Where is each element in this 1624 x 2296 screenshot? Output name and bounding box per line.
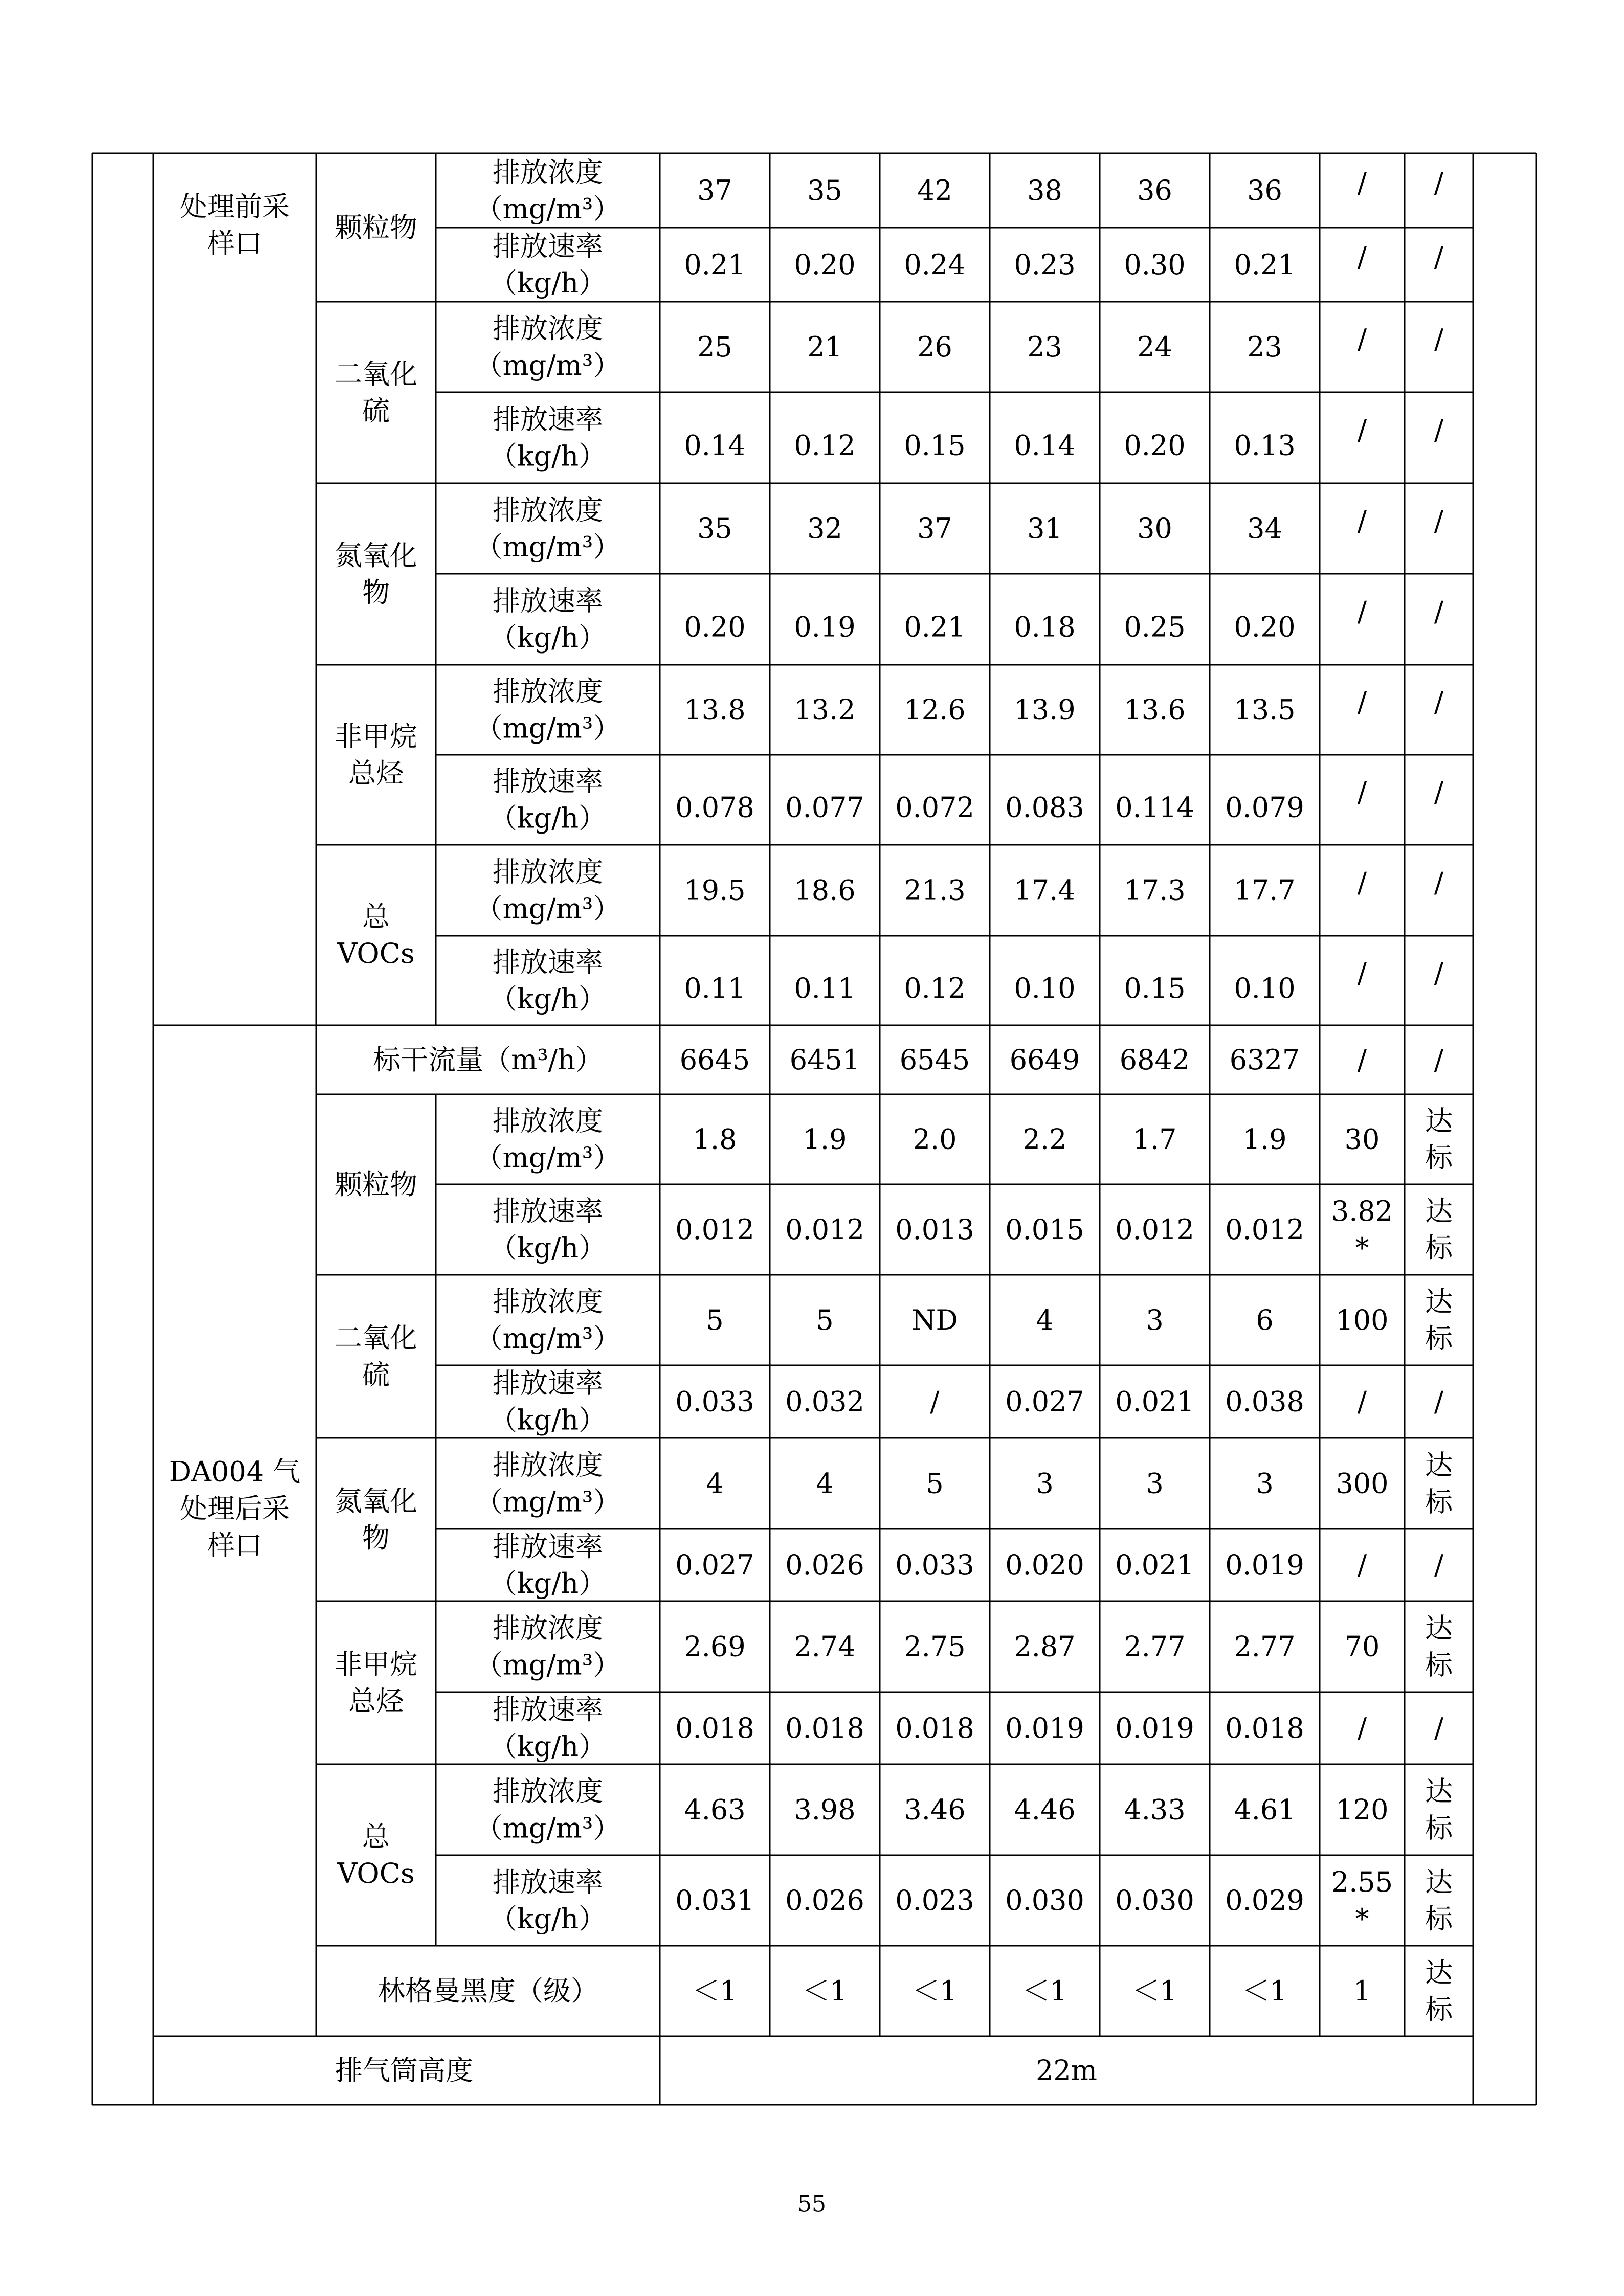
rate-value: 0.13 bbox=[1234, 429, 1296, 462]
conc-result: / bbox=[1434, 323, 1444, 355]
ringelmann-value: ＜1 bbox=[1242, 1975, 1287, 2007]
ringelmann-limit: 1 bbox=[1353, 1975, 1371, 2007]
conc-value: 37 bbox=[917, 512, 952, 545]
rate-value: 0.12 bbox=[904, 972, 966, 1004]
stack-height-value: 22m bbox=[1036, 2054, 1097, 2087]
conc-result: / bbox=[1434, 866, 1444, 899]
pollutant-name: 硫 bbox=[362, 395, 390, 427]
rate-value: 0.023 bbox=[895, 1884, 974, 1917]
conc-value: 25 bbox=[697, 331, 732, 363]
rate-value: 0.114 bbox=[1115, 791, 1194, 824]
rate-value: 0.018 bbox=[1225, 1712, 1304, 1744]
param-conc-label: （mg/m³） bbox=[475, 712, 621, 745]
conc-value: 5 bbox=[816, 1304, 834, 1336]
conc-value: 2.2 bbox=[1022, 1123, 1067, 1156]
param-rate-label: 排放速率 bbox=[493, 584, 603, 617]
param-conc-label: （mg/m³） bbox=[475, 1141, 621, 1174]
conc-value: 12.6 bbox=[904, 693, 966, 726]
rate-value: 0.019 bbox=[1005, 1712, 1084, 1744]
pollutant-name: 非甲烷 bbox=[335, 720, 417, 753]
rate-value: 0.24 bbox=[904, 249, 966, 281]
param-rate-label: 排放速率 bbox=[493, 765, 603, 798]
pollutant-name: 总 bbox=[362, 1820, 390, 1853]
pollutant-name: 硫 bbox=[362, 1359, 390, 1391]
param-rate-label: 排放速率 bbox=[493, 1694, 603, 1726]
conc-value: 2.87 bbox=[1014, 1630, 1076, 1663]
param-conc-label: （mg/m³） bbox=[475, 193, 621, 225]
conc-value: 13.9 bbox=[1014, 693, 1076, 726]
rate-value: 0.018 bbox=[785, 1712, 864, 1744]
pollutant-name: 总 bbox=[362, 901, 390, 933]
ringelmann-value: ＜1 bbox=[912, 1975, 958, 2007]
param-rate-label: 排放速率 bbox=[493, 1866, 603, 1898]
conc-result: 达 bbox=[1425, 1105, 1453, 1137]
param-conc-label: 排放浓度 bbox=[493, 675, 603, 708]
flow-value: 6649 bbox=[1009, 1044, 1080, 1076]
pollutant-name: 物 bbox=[362, 576, 390, 609]
rate-value: 0.14 bbox=[684, 429, 746, 462]
rate-result: / bbox=[1434, 595, 1444, 628]
station-label-post: 处理后采 bbox=[180, 1492, 290, 1525]
conc-value: 13.8 bbox=[684, 693, 746, 726]
param-conc-label: 排放浓度 bbox=[493, 312, 603, 345]
conc-value: 36 bbox=[1247, 174, 1282, 207]
conc-limit: / bbox=[1357, 167, 1367, 199]
conc-value: 13.5 bbox=[1234, 693, 1296, 726]
conc-value: 4.63 bbox=[684, 1793, 746, 1826]
conc-result: / bbox=[1434, 505, 1444, 537]
rate-value: 0.15 bbox=[904, 429, 966, 462]
param-rate-label: （kg/h） bbox=[489, 267, 607, 299]
pollutant-name: 颗粒物 bbox=[335, 211, 417, 244]
conc-value: 4 bbox=[1036, 1304, 1054, 1336]
rate-limit: / bbox=[1357, 241, 1367, 273]
conc-limit: 70 bbox=[1344, 1630, 1380, 1663]
param-conc-label: （mg/m³） bbox=[475, 531, 621, 563]
rate-value: 0.10 bbox=[1014, 972, 1076, 1004]
conc-limit: / bbox=[1357, 866, 1367, 899]
rate-value: 0.18 bbox=[1014, 611, 1076, 643]
rate-value: 0.038 bbox=[1225, 1385, 1304, 1418]
rate-limit: / bbox=[1357, 414, 1367, 446]
param-rate-label: （kg/h） bbox=[489, 1404, 607, 1436]
param-rate-label: （kg/h） bbox=[489, 621, 607, 654]
ringelmann-result: 标 bbox=[1425, 1993, 1453, 2025]
rate-value: 0.11 bbox=[794, 972, 856, 1004]
rate-value: 0.029 bbox=[1225, 1884, 1304, 1917]
station-label-post: DA004 气 bbox=[169, 1455, 301, 1488]
ringelmann-label: 林格曼黑度（级） bbox=[377, 1975, 598, 2007]
rate-value: 0.077 bbox=[785, 791, 864, 824]
rate-value: 0.033 bbox=[895, 1549, 974, 1581]
rate-value: 0.027 bbox=[675, 1549, 754, 1581]
conc-value: 3 bbox=[1146, 1467, 1164, 1500]
param-conc-label: （mg/m³） bbox=[475, 1649, 621, 1681]
param-rate-label: 排放速率 bbox=[493, 1367, 603, 1400]
param-conc-label: 排放浓度 bbox=[493, 856, 603, 888]
rate-value: 0.072 bbox=[895, 791, 974, 824]
param-rate-label: （kg/h） bbox=[489, 1730, 607, 1763]
station-label-pre: 样口 bbox=[207, 227, 262, 260]
rate-result: / bbox=[1434, 1385, 1444, 1418]
conc-value: 2.77 bbox=[1234, 1630, 1296, 1663]
param-rate-label: （kg/h） bbox=[489, 802, 607, 835]
rate-limit: * bbox=[1355, 1232, 1369, 1264]
rate-value: 0.20 bbox=[1234, 611, 1296, 643]
conc-value: 3.46 bbox=[904, 1793, 966, 1826]
param-rate-label: 排放速率 bbox=[493, 403, 603, 436]
table-cells bbox=[169, 156, 1454, 2217]
flow-limit: / bbox=[1357, 1044, 1367, 1076]
param-conc-label: 排放浓度 bbox=[493, 1775, 603, 1808]
rate-value: 0.027 bbox=[1005, 1385, 1084, 1418]
rate-limit: / bbox=[1357, 957, 1367, 989]
param-rate-label: 排放速率 bbox=[493, 1195, 603, 1227]
conc-value: 4 bbox=[816, 1467, 834, 1500]
rate-value: 0.19 bbox=[794, 611, 856, 643]
conc-value: 17.3 bbox=[1124, 874, 1186, 907]
rate-limit: / bbox=[1357, 1549, 1367, 1581]
rate-value: 0.012 bbox=[675, 1213, 754, 1246]
conc-value: 2.0 bbox=[913, 1123, 957, 1156]
rate-value: 0.018 bbox=[675, 1712, 754, 1744]
rate-value: 0.019 bbox=[1225, 1549, 1304, 1581]
rate-result: 达 bbox=[1425, 1866, 1453, 1898]
conc-result: 标 bbox=[1425, 1322, 1453, 1355]
conc-value: 36 bbox=[1137, 174, 1172, 207]
rate-result: / bbox=[1434, 414, 1444, 446]
ringelmann-value: ＜1 bbox=[802, 1975, 848, 2007]
conc-value: 2.77 bbox=[1124, 1630, 1186, 1663]
rate-result: 达 bbox=[1425, 1195, 1453, 1227]
conc-value: 32 bbox=[807, 512, 842, 545]
pollutant-name: 颗粒物 bbox=[335, 1168, 417, 1201]
param-conc-label: （mg/m³） bbox=[475, 892, 621, 925]
rate-value: 0.033 bbox=[675, 1385, 754, 1418]
conc-value: 1.8 bbox=[693, 1123, 737, 1156]
conc-value: 3 bbox=[1036, 1467, 1054, 1500]
flow-value: 6545 bbox=[899, 1044, 970, 1076]
pollutant-name: 总烃 bbox=[348, 1685, 404, 1717]
conc-value: 23 bbox=[1027, 331, 1062, 363]
rate-value: 0.083 bbox=[1005, 791, 1084, 824]
conc-value: 21 bbox=[807, 331, 842, 363]
rate-value: 0.30 bbox=[1124, 249, 1186, 281]
param-rate-label: （kg/h） bbox=[489, 440, 607, 472]
conc-limit: 100 bbox=[1336, 1304, 1389, 1336]
flow-label: 标干流量（m³/h） bbox=[373, 1044, 603, 1076]
rate-result: 标 bbox=[1425, 1232, 1453, 1264]
conc-value: 18.6 bbox=[794, 874, 856, 907]
conc-result: 达 bbox=[1425, 1775, 1453, 1808]
param-rate-label: 排放速率 bbox=[493, 946, 603, 978]
rate-value: 0.020 bbox=[1005, 1549, 1084, 1581]
rate-value: 0.021 bbox=[1115, 1549, 1194, 1581]
rate-value: 0.15 bbox=[1124, 972, 1186, 1004]
rate-value: 0.14 bbox=[1014, 429, 1076, 462]
rate-value: 0.030 bbox=[1005, 1884, 1084, 1917]
rate-value: 0.032 bbox=[785, 1385, 864, 1418]
ringelmann-value: ＜1 bbox=[1022, 1975, 1067, 2007]
ringelmann-value: ＜1 bbox=[692, 1975, 738, 2007]
conc-limit: 120 bbox=[1336, 1793, 1389, 1826]
pollutant-name: 总烃 bbox=[348, 757, 404, 790]
station-label-pre: 处理前采 bbox=[180, 190, 290, 223]
rate-value: 0.20 bbox=[794, 249, 856, 281]
rate-value: 0.21 bbox=[1234, 249, 1296, 281]
pollutant-name: 非甲烷 bbox=[335, 1648, 417, 1680]
conc-value: 13.2 bbox=[794, 693, 856, 726]
conc-value: 4.46 bbox=[1014, 1793, 1076, 1826]
param-conc-label: 排放浓度 bbox=[493, 494, 603, 526]
rate-limit: 3.82 bbox=[1331, 1195, 1393, 1227]
conc-value: 13.6 bbox=[1124, 693, 1186, 726]
param-conc-label: 排放浓度 bbox=[493, 156, 603, 188]
flow-value: 6645 bbox=[679, 1044, 750, 1076]
conc-value: 34 bbox=[1247, 512, 1282, 545]
flow-value: 6451 bbox=[789, 1044, 860, 1076]
rate-value: / bbox=[930, 1385, 940, 1418]
ringelmann-result: 达 bbox=[1425, 1956, 1453, 1989]
param-rate-label: 排放速率 bbox=[493, 1530, 603, 1563]
conc-value: 4.61 bbox=[1234, 1793, 1296, 1826]
conc-value: 2.74 bbox=[794, 1630, 856, 1663]
conc-value: 1.9 bbox=[803, 1123, 847, 1156]
conc-value: 4 bbox=[706, 1467, 724, 1500]
conc-value: 2.69 bbox=[684, 1630, 746, 1663]
conc-value: 2.75 bbox=[904, 1630, 966, 1663]
rate-result: 标 bbox=[1425, 1903, 1453, 1935]
conc-value: 21.3 bbox=[904, 874, 966, 907]
rate-value: 0.20 bbox=[684, 611, 746, 643]
rate-value: 0.026 bbox=[785, 1884, 864, 1917]
rate-value: 0.026 bbox=[785, 1549, 864, 1581]
rate-value: 0.021 bbox=[1115, 1385, 1194, 1418]
rate-limit: 2.55 bbox=[1331, 1866, 1393, 1898]
conc-result: 达 bbox=[1425, 1449, 1453, 1481]
rate-value: 0.012 bbox=[1225, 1213, 1304, 1246]
rate-value: 0.015 bbox=[1005, 1213, 1084, 1246]
param-rate-label: （kg/h） bbox=[489, 1903, 607, 1935]
param-conc-label: 排放浓度 bbox=[493, 1286, 603, 1318]
conc-value: 31 bbox=[1027, 512, 1062, 545]
station-label-post: 样口 bbox=[207, 1529, 262, 1562]
conc-value: ND bbox=[911, 1304, 958, 1336]
conc-value: 5 bbox=[706, 1304, 724, 1336]
conc-limit: / bbox=[1357, 505, 1367, 537]
conc-value: 6 bbox=[1256, 1304, 1274, 1336]
conc-limit: 30 bbox=[1344, 1123, 1380, 1156]
rate-limit: / bbox=[1357, 776, 1367, 808]
param-conc-label: （mg/m³） bbox=[475, 1322, 621, 1355]
param-conc-label: （mg/m³） bbox=[475, 1812, 621, 1844]
conc-value: 26 bbox=[917, 331, 952, 363]
conc-result: 标 bbox=[1425, 1649, 1453, 1681]
rate-value: 0.012 bbox=[1115, 1213, 1194, 1246]
conc-value: 17.4 bbox=[1014, 874, 1076, 907]
pollutant-name: 二氧化 bbox=[335, 1322, 417, 1354]
conc-value: 4.33 bbox=[1124, 1793, 1186, 1826]
page-number: 55 bbox=[797, 2191, 826, 2217]
conc-result: / bbox=[1434, 686, 1444, 718]
conc-limit: 300 bbox=[1336, 1467, 1389, 1500]
pollutant-name: 氮氧化 bbox=[335, 1485, 417, 1517]
conc-value: 3 bbox=[1256, 1467, 1274, 1500]
pollutant-name: 氮氧化 bbox=[335, 539, 417, 572]
conc-value: 24 bbox=[1137, 331, 1172, 363]
conc-value: 1.7 bbox=[1132, 1123, 1177, 1156]
rate-value: 0.031 bbox=[675, 1884, 754, 1917]
rate-value: 0.030 bbox=[1115, 1884, 1194, 1917]
pollutant-name: 二氧化 bbox=[335, 358, 417, 390]
pollutant-name: VOCs bbox=[337, 937, 415, 970]
param-conc-label: （mg/m³） bbox=[475, 349, 621, 381]
rate-result: / bbox=[1434, 1549, 1444, 1581]
rate-limit: / bbox=[1357, 1712, 1367, 1744]
conc-value: 5 bbox=[926, 1467, 944, 1500]
ringelmann-value: ＜1 bbox=[1132, 1975, 1177, 2007]
rate-result: / bbox=[1434, 957, 1444, 989]
conc-limit: / bbox=[1357, 686, 1367, 718]
conc-value: 37 bbox=[697, 174, 732, 207]
flow-value: 6842 bbox=[1119, 1044, 1190, 1076]
pollutant-name: 物 bbox=[362, 1522, 390, 1554]
rate-limit: / bbox=[1357, 1385, 1367, 1418]
rate-value: 0.013 bbox=[895, 1213, 974, 1246]
param-rate-label: （kg/h） bbox=[489, 1567, 607, 1600]
conc-value: 3.98 bbox=[794, 1793, 856, 1826]
rate-value: 0.25 bbox=[1124, 611, 1186, 643]
conc-value: 42 bbox=[917, 174, 952, 207]
flow-value: 6327 bbox=[1229, 1044, 1300, 1076]
conc-value: 19.5 bbox=[684, 874, 746, 907]
conc-value: 3 bbox=[1146, 1304, 1164, 1336]
param-rate-label: （kg/h） bbox=[489, 1232, 607, 1264]
conc-limit: / bbox=[1357, 323, 1367, 355]
conc-value: 35 bbox=[697, 512, 732, 545]
conc-value: 1.9 bbox=[1242, 1123, 1287, 1156]
conc-result: 达 bbox=[1425, 1286, 1453, 1318]
param-conc-label: 排放浓度 bbox=[493, 1612, 603, 1645]
conc-value: 35 bbox=[807, 174, 842, 207]
param-rate-label: 排放速率 bbox=[493, 230, 603, 262]
rate-value: 0.23 bbox=[1014, 249, 1076, 281]
rate-value: 0.21 bbox=[684, 249, 746, 281]
rate-result: / bbox=[1434, 241, 1444, 273]
conc-value: 38 bbox=[1027, 174, 1062, 207]
conc-value: 30 bbox=[1137, 512, 1172, 545]
param-conc-label: （mg/m³） bbox=[475, 1485, 621, 1518]
rate-value: 0.21 bbox=[904, 611, 966, 643]
rate-result: / bbox=[1434, 1712, 1444, 1744]
param-conc-label: 排放浓度 bbox=[493, 1105, 603, 1137]
conc-value: 17.7 bbox=[1234, 874, 1296, 907]
rate-value: 0.018 bbox=[895, 1712, 974, 1744]
rate-value: 0.012 bbox=[785, 1213, 864, 1246]
param-rate-label: （kg/h） bbox=[489, 983, 607, 1015]
rate-limit: * bbox=[1355, 1903, 1369, 1935]
param-conc-label: 排放浓度 bbox=[493, 1449, 603, 1481]
rate-value: 0.079 bbox=[1225, 791, 1304, 824]
pollutant-name: VOCs bbox=[337, 1857, 415, 1889]
rate-value: 0.12 bbox=[794, 429, 856, 462]
conc-result: 标 bbox=[1425, 1141, 1453, 1174]
conc-value: 23 bbox=[1247, 331, 1282, 363]
rate-value: 0.11 bbox=[684, 972, 746, 1004]
rate-value: 0.078 bbox=[675, 791, 754, 824]
rate-value: 0.019 bbox=[1115, 1712, 1194, 1744]
conc-result: / bbox=[1434, 167, 1444, 199]
stack-height-label: 排气筒高度 bbox=[335, 2054, 473, 2087]
rate-value: 0.10 bbox=[1234, 972, 1296, 1004]
conc-result: 标 bbox=[1425, 1485, 1453, 1518]
conc-result: 达 bbox=[1425, 1612, 1453, 1645]
rate-result: / bbox=[1434, 776, 1444, 808]
rate-value: 0.20 bbox=[1124, 429, 1186, 462]
conc-result: 标 bbox=[1425, 1812, 1453, 1844]
rate-limit: / bbox=[1357, 595, 1367, 628]
flow-result: / bbox=[1434, 1044, 1444, 1076]
